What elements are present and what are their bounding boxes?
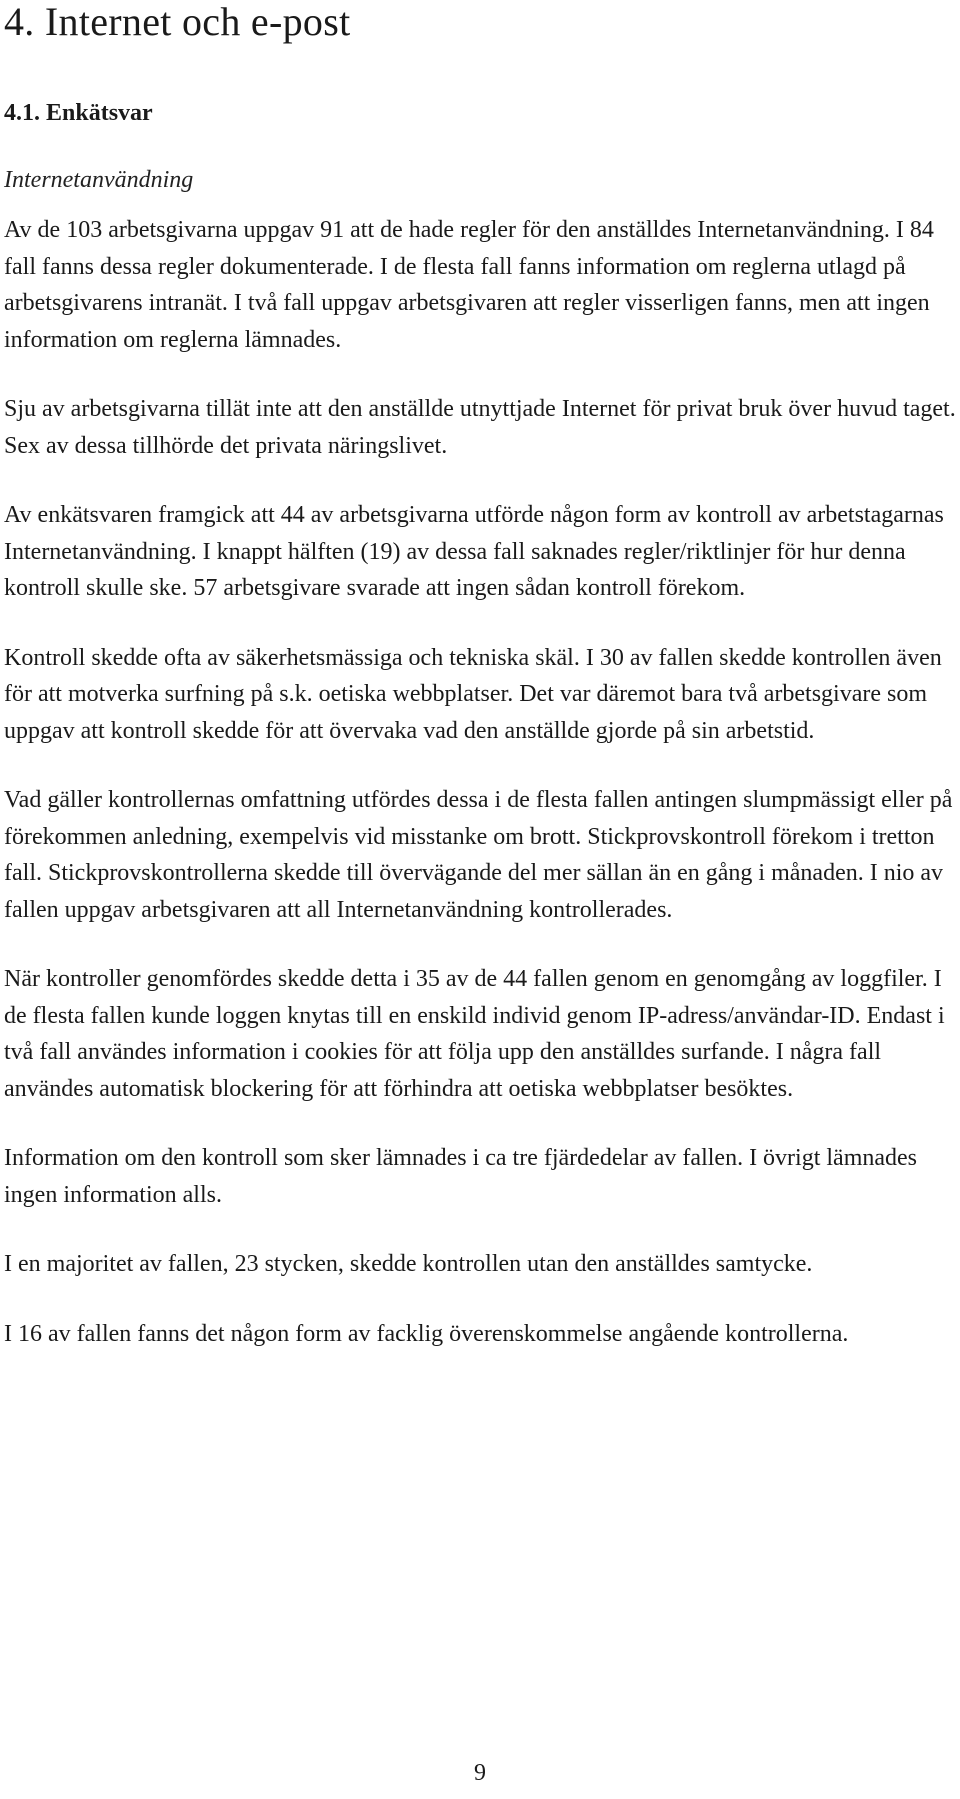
paragraph: I 16 av fallen fanns det någon form av facklig överenskommelse angående kontrollerna. <box>4 1320 849 1347</box>
paragraph: Sju av arbetsgivarna tillät inte att den anställde utnyttjade Internet för privat bruk över huvud taget. Sex av dessa tillhörde det privata näringslivet. <box>4 396 956 459</box>
page-number: 9 <box>474 1760 486 1786</box>
paragraph: Av enkätsvaren framgick att 44 av arbetsgivarna utförde någon form av kontroll av arbetstagarnas Internetanvändning. I knappt hälften (19) av dessa fall saknades regler/riktlinjer för hur denna kontroll skulle ske. 57 arbetsgivare svarade att ingen sådan kontroll förekom. <box>4 502 944 601</box>
paragraph: Av de 103 arbetsgivarna uppgav 91 att de hade regler för den anställdes Internetanvändning. I 84 fall fanns dessa regler dokumenterade. I de flesta fall fanns information om reglerna utlagd på arbetsgivarens intranät. I två fall uppgav arbetsgivaren att regler visserligen fanns, men att ingen information om reglerna lämnades. <box>4 217 934 353</box>
paragraph: Vad gäller kontrollernas omfattning utfördes dessa i de flesta fallen antingen slumpmässigt eller på förekommen anledning, exempelvis vid misstanke om brott. Stickprovskontroll förekom i tretton fall. Stickprovskontrollerna skedde till övervägande del mer sällan än en gång i månaden. I nio av fallen uppgav arbetsgivaren att all Internetanvändning kontrollerades. <box>4 787 953 923</box>
paragraph: När kontroller genomfördes skedde detta i 35 av de 44 fallen genom en genomgång av loggfiler. I de flesta fallen kunde loggen knytas till en enskild individ genom IP-adress/användar-ID. Endast i två fall användes information i cookies för att följa upp den anställdes surfande. I några fall användes automatisk blockering för att förhindra att oetiska webbplatser besöktes. <box>4 966 945 1102</box>
document-page <box>4 0 956 1352</box>
chapter-heading: 4. Internet och e-post <box>4 0 351 44</box>
subsection-heading: Internetanvändning <box>4 167 194 193</box>
paragraph: Information om den kontroll som sker lämnades i ca tre fjärdedelar av fallen. I övrigt lämnades ingen information alls. <box>4 1145 918 1208</box>
paragraph: I en majoritet av fallen, 23 stycken, skedde kontrollen utan den anställdes samtycke. <box>4 1251 813 1277</box>
paragraph: Kontroll skedde ofta av säkerhetsmässiga och tekniska skäl. I 30 av fallen skedde kontrollen även för att motverka surfning på s.k. oetiska webbplatser. Det var däremot bara två arbetsgivare som uppgav att kontroll skedde för att övervaka vad den anställde gjorde på sin arbetstid. <box>4 644 942 744</box>
body-text <box>4 212 956 1352</box>
section-heading: 4.1. Enkätsvar <box>4 100 153 126</box>
